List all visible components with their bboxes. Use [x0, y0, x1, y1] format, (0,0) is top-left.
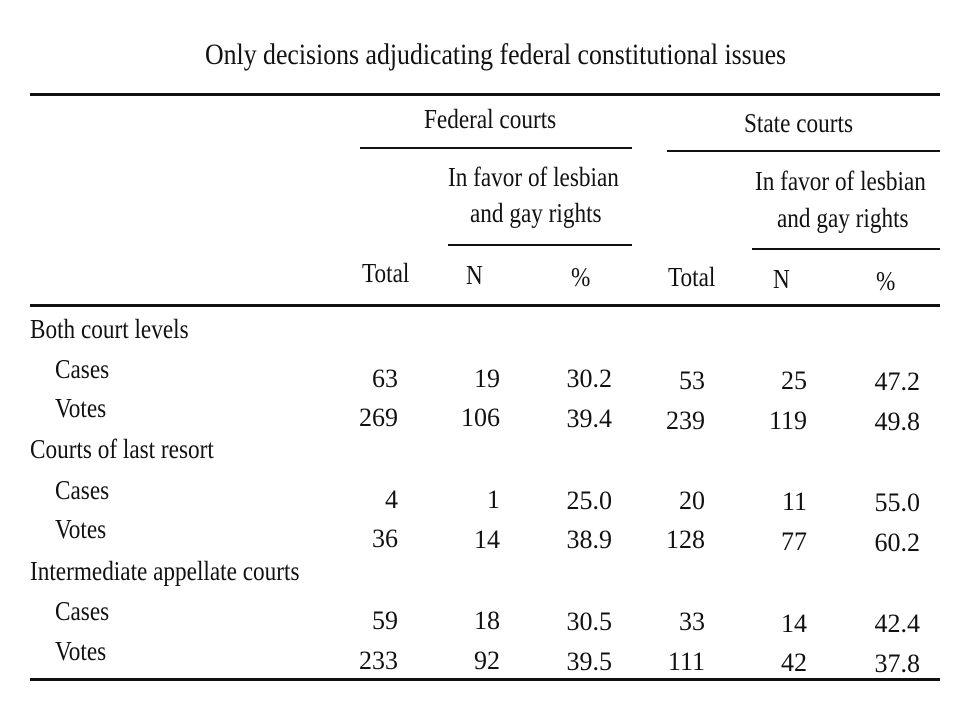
section-label: Intermediate appellate courts [30, 556, 300, 586]
section-label: Both court levels [30, 314, 189, 344]
cell: 11 [781, 487, 807, 516]
row-label: Votes [55, 636, 107, 666]
cell: 39.4 [566, 404, 612, 433]
cell: 25 [781, 366, 807, 395]
cell: 42.4 [874, 609, 920, 638]
col-state-total: Total [668, 262, 716, 292]
cell: 111 [667, 647, 705, 676]
cell: 18 [474, 606, 500, 635]
col-federal-total: Total [362, 258, 410, 288]
rule-state-group [667, 150, 940, 152]
cell: 30.5 [566, 607, 612, 636]
cell: 14 [781, 609, 807, 638]
rule-header-bottom [30, 304, 940, 307]
rule-top [30, 93, 940, 96]
row-label: Votes [55, 514, 107, 544]
col-state-n: N [773, 264, 790, 294]
cell: 4 [385, 485, 398, 514]
cell: 239 [666, 406, 705, 435]
cell: 39.5 [566, 647, 612, 676]
state-favor-line2: and gay rights [777, 203, 909, 233]
cell: 25.0 [566, 486, 612, 515]
cell: 59 [372, 606, 398, 635]
cell: 92 [474, 646, 500, 675]
cell: 269 [359, 403, 398, 432]
cell: 60.2 [874, 528, 920, 557]
row-label: Cases [55, 475, 110, 505]
row-label: Cases [55, 354, 110, 384]
rule-bottom [30, 678, 940, 681]
cell: 30.2 [566, 364, 612, 393]
rule-state-sub [752, 248, 940, 250]
cell: 1 [487, 485, 500, 514]
cell: 55.0 [874, 488, 920, 517]
col-federal-n: N [466, 260, 483, 290]
col-state-pct: % [876, 266, 896, 296]
rule-federal-sub [448, 244, 632, 246]
federal-courts-header: Federal courts [424, 104, 557, 134]
cell: 49.8 [874, 407, 920, 436]
federal-favor-line1: In favor of lesbian [448, 162, 619, 192]
cell: 38.9 [566, 525, 612, 554]
cell: 128 [666, 525, 705, 554]
cell: 14 [474, 525, 500, 554]
table-title: Only decisions adjudicating federal constitutional issues [205, 38, 787, 71]
section-label: Courts of last resort [30, 434, 214, 464]
cell: 119 [768, 406, 807, 435]
cell: 233 [359, 646, 398, 675]
cell: 63 [372, 364, 398, 393]
cell: 47.2 [874, 367, 920, 396]
cell: 36 [372, 524, 398, 553]
cell: 106 [461, 403, 500, 432]
cell: 20 [679, 486, 705, 515]
cell: 53 [679, 366, 705, 395]
row-label: Cases [55, 596, 110, 626]
col-federal-pct: % [571, 262, 591, 292]
cell: 33 [679, 607, 705, 636]
state-favor-line1: In favor of lesbian [755, 166, 926, 196]
rule-federal-group [360, 147, 632, 149]
federal-favor-line2: and gay rights [470, 198, 602, 228]
cell: 77 [781, 527, 807, 556]
state-courts-header: State courts [744, 108, 853, 138]
row-label: Votes [55, 393, 107, 423]
cell: 42 [781, 648, 807, 677]
cell: 37.8 [874, 649, 920, 678]
cell: 19 [474, 364, 500, 393]
